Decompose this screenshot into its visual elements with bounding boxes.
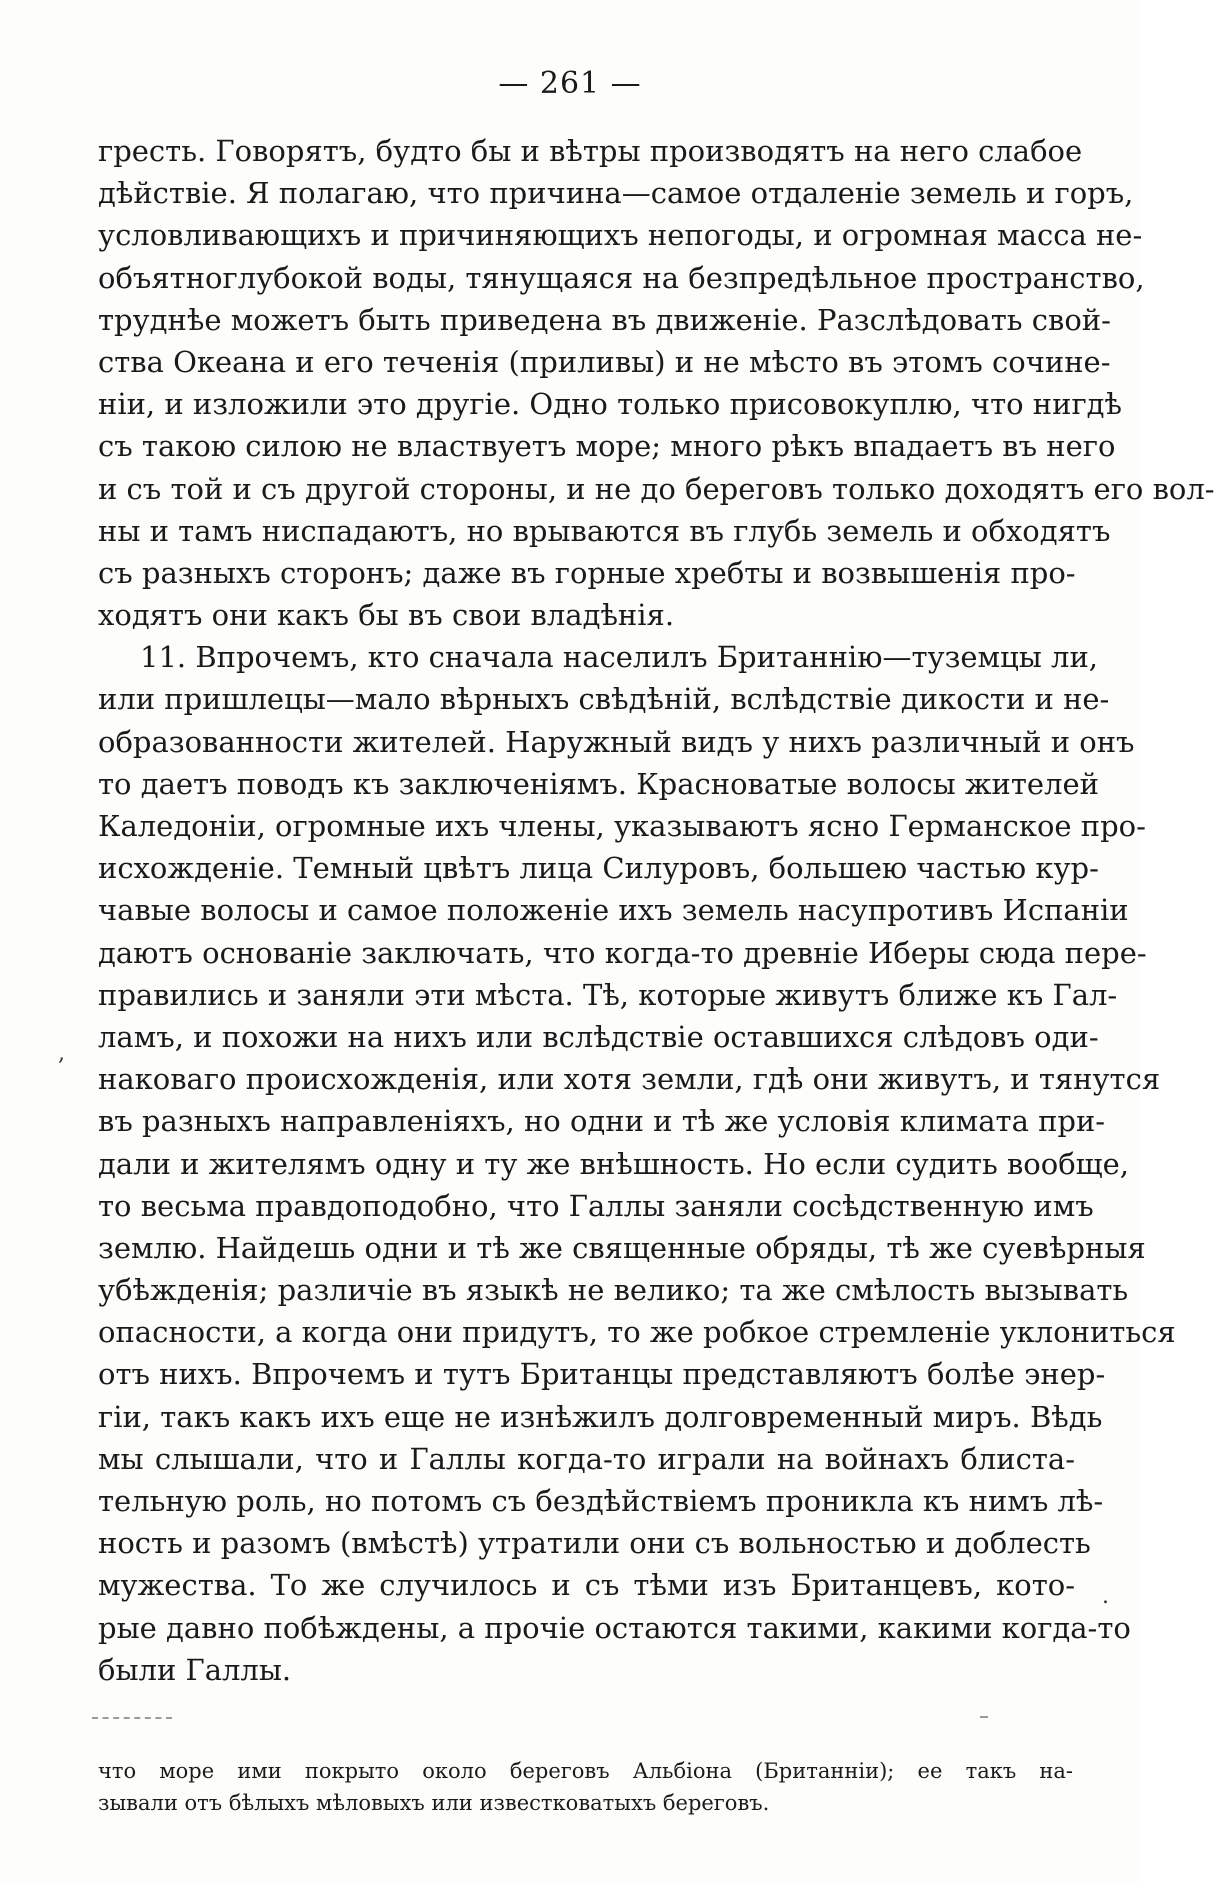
text-line: чавые волосы и самое положеніе ихъ земель насупротивъ Испаніи bbox=[98, 893, 1129, 928]
text-line: мы слышали, что и Галлы когда-то играли на войнахъ блиста- bbox=[98, 1441, 1075, 1476]
text-line: ны и тамъ ниспадаютъ, но врываются въ глубь земель и обходятъ bbox=[98, 513, 1111, 548]
text-line: труднѣе можетъ быть приведена въ движеніе. Разслѣдовать свой- bbox=[98, 302, 1111, 337]
text-line: мужества. То же случилось и съ тѣми изъ Британцевъ, кото- bbox=[98, 1568, 1075, 1603]
text-line: ность и разомъ (вмѣстѣ) утратили они съ вольностью и доблесть bbox=[98, 1526, 1091, 1561]
footnote bbox=[98, 1755, 1073, 1819]
text-line: тельную роль, но потомъ съ бездѣйствіемъ проникла къ нимъ лѣ- bbox=[98, 1484, 1104, 1518]
footnote-line: зывали отъ бѣлыхъ мѣловыхъ или известковатыхъ береговъ. bbox=[98, 1791, 770, 1815]
text-line: объятноглубокой воды, тянущаяся на безпредѣльное пространство, bbox=[98, 260, 1145, 295]
paragraph-end-line: были Галлы. bbox=[98, 1652, 292, 1687]
body-text bbox=[98, 130, 1215, 1691]
text-line: убѣжденія; различіе въ языкѣ не велико; та же смѣлость вызывать bbox=[98, 1273, 1129, 1308]
text-line: гіи, такъ какъ ихъ еще не изнѣжилъ долговременный миръ. Вѣдь bbox=[98, 1399, 1103, 1434]
text-line: правились и заняли эти мѣста. Тѣ, которые живутъ ближе къ Гал- bbox=[98, 977, 1118, 1012]
text-line: ніи, и изложили это другіе. Одно только присовокуплю, что нигдѣ bbox=[98, 387, 1123, 422]
text-line: въ разныхъ направленіяхъ, но одни и тѣ же условія климата при- bbox=[98, 1104, 1106, 1139]
text-line: исхожденіе. Темный цвѣтъ лица Силуровъ, большею частью кур- bbox=[98, 851, 1099, 886]
text-line: опасности, а когда они придутъ, то же робкое стремленіе уклониться bbox=[98, 1315, 1176, 1350]
text-line: ламъ, и похожи на нихъ или вслѣдствіе оставшихся слѣдовъ оди- bbox=[98, 1019, 1099, 1054]
text-line: отъ нихъ. Впрочемъ и тутъ Британцы представляютъ болѣе энер- bbox=[98, 1357, 1106, 1392]
text-line: и съ той и съ другой стороны, и не до береговъ только доходятъ его вол- bbox=[98, 471, 1215, 506]
text-line: гресть. Говорятъ, будто бы и вѣтры производятъ на него слабое bbox=[98, 134, 1083, 168]
text-line: Каледоніи, огромные ихъ члены, указываютъ ясно Германское про- bbox=[98, 809, 1146, 843]
text-line: наковаго происхожденія, или хотя земли, гдѣ они живутъ, и тянутся bbox=[98, 1062, 1161, 1097]
footnote-separator-dot bbox=[980, 1716, 988, 1718]
text-line: землю. Найдешь одни и тѣ же священные обряды, тѣ же суевѣрныя bbox=[98, 1230, 1146, 1265]
paragraph-end-line: ходятъ они какъ бы въ свои владѣнія. bbox=[98, 598, 675, 633]
text-line: рые давно побѣждены, а прочіе остаются такими, какими когда-то bbox=[98, 1610, 1131, 1645]
page-number: — 261 — bbox=[498, 66, 642, 101]
text-line: съ такою силою не властвуетъ море; много рѣкъ впадаетъ въ него bbox=[98, 429, 1116, 464]
text-line: условливающихъ и причиняющихъ непогоды, и огромная масса не- bbox=[98, 218, 1143, 253]
text-line: то даетъ поводъ къ заключеніямъ. Красноватые волосы жителей bbox=[98, 766, 1099, 801]
footnote-line: что море ими покрыто около береговъ Альбіона (Британніи); ее такъ на- bbox=[98, 1759, 1073, 1783]
margin-mark-decoration: . bbox=[1102, 1584, 1109, 1609]
text-line: съ разныхъ сторонъ; даже въ горные хребты и возвышенія про- bbox=[98, 555, 1076, 590]
text-line: то весьма правдоподобно, что Галлы заняли сосѣдственную имъ bbox=[98, 1188, 1094, 1223]
text-line: ства Океана и его теченія (приливы) и не мѣсто въ этомъ сочине- bbox=[98, 344, 1111, 379]
margin-mark-decoration: , bbox=[58, 1041, 65, 1066]
text-line: или пришлецы—мало вѣрныхъ свѣдѣній, вслѣдствіе дикости и не- bbox=[98, 682, 1110, 717]
text-line: образованности жителей. Наружный видъ у нихъ различный и онъ bbox=[98, 724, 1135, 759]
text-line: дали и жителямъ одну и ту же внѣшность. Но если судить вообще, bbox=[98, 1146, 1130, 1181]
text-line: даютъ основаніе заключать, что когда-то древніе Иберы сюда пере- bbox=[98, 935, 1147, 970]
section-11-start-line: 11. Впрочемъ, кто сначала населилъ Британнію—туземцы ли, bbox=[140, 640, 1099, 675]
footnote-separator bbox=[92, 1717, 172, 1719]
text-line: дѣйствіе. Я полагаю, что причина—самое отдаленіе земель и горъ, bbox=[98, 176, 1134, 211]
